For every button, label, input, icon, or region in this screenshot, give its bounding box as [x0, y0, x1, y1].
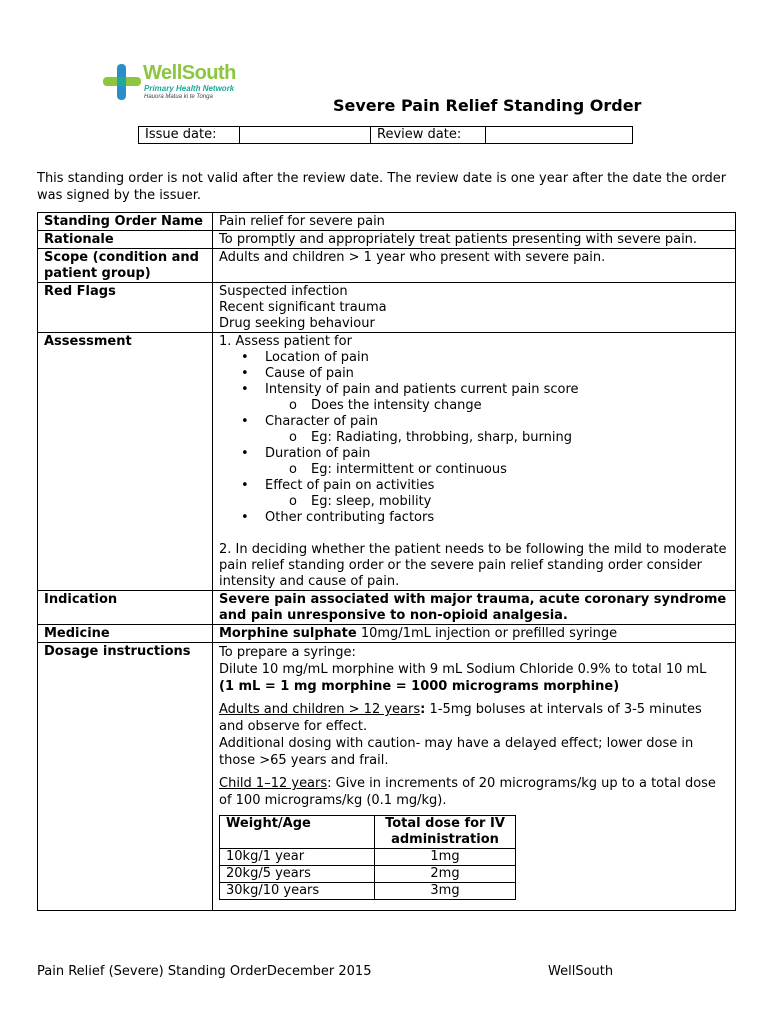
dates-table: [138, 126, 633, 144]
child-text: : Give in increments of 20 micrograms/kg up to a total dose of 100 micrograms/kg (0.1 mg/kg).: [219, 776, 716, 808]
label-name: Standing Order Name: [38, 213, 213, 231]
assessment-bullet: • Intensity of pain and patients current pain score: [219, 382, 729, 398]
assessment-step-2: 2. In deciding whether the patient needs to be following the mild to moderate pain relief standing order or the severe pain relief standing order consider intensity and cause of pain.: [219, 542, 727, 589]
label-scope: Scope (condition and patient group): [38, 249, 213, 283]
cross-logo-icon: [102, 62, 142, 102]
value-indication: Severe pain associated with major trauma, acute coronary syndrome and pain unresponsive to non-opioid analgesia.: [213, 591, 736, 625]
row-rationale: [38, 231, 736, 249]
assessment-bullet: • Location of pain: [219, 350, 729, 366]
value-name: Pain relief for severe pain: [213, 213, 736, 231]
assessment-bullet: • Other contributing factors: [219, 510, 729, 526]
footer-left: Pain Relief (Severe) Standing OrderDecember 2015: [37, 964, 372, 979]
dosage-prep-heading: To prepare a syringe:: [219, 645, 356, 660]
logo-name: WellSouth: [143, 62, 236, 84]
dosage-adult: Adults and children > 12 years: 1-5mg boluses at intervals of 3-5 minutes and observe for effect.: [219, 702, 702, 734]
sub-bullet-marker: o: [289, 462, 297, 477]
row-medicine: [38, 625, 736, 643]
child-heading: Child 1–12 years: [219, 776, 328, 791]
dosage-child: [219, 775, 729, 809]
table-row: 30kg/10 years 3mg: [220, 883, 516, 900]
medicine-detail: 10mg/1mL injection or prefilled syringe: [356, 626, 618, 641]
row-assessment: [38, 333, 736, 591]
label-indication: Indication: [38, 591, 213, 625]
label-medicine: Medicine: [38, 625, 213, 643]
assessment-bullet: • Effect of pain on activities: [219, 478, 729, 494]
label-rationale: Rationale: [38, 231, 213, 249]
document-title: Severe Pain Relief Standing Order: [333, 96, 642, 115]
assessment-subbullet: o Eg: intermittent or continuous: [289, 462, 507, 477]
assessment-subbullet: o Eg: Radiating, throbbing, sharp, burning: [289, 430, 572, 445]
footer-right: WellSouth: [548, 964, 614, 979]
footer-date: December 2015: [266, 964, 372, 979]
adult-heading: Adults and children > 12 years: [219, 702, 421, 717]
wellsouth-logo: [102, 62, 272, 104]
sub-bullet-marker: o: [289, 398, 297, 413]
standing-order-table: [37, 212, 736, 911]
sub-bullet-marker: o: [289, 430, 297, 445]
logo-tagline: Primary Health Network: [144, 84, 235, 93]
row-dosage: [38, 643, 736, 911]
label-dosage: Dosage instructions: [38, 643, 213, 911]
assessment-bullet: • Character of pain: [219, 414, 729, 430]
value-scope: Adults and children > 1 year who present with severe pain.: [213, 249, 736, 283]
assessment-bullet: • Cause of pain: [219, 366, 729, 382]
table-row: 10kg/1 year 1mg: [220, 849, 516, 866]
weight-dose-table: [219, 815, 516, 900]
review-date-label: Review date:: [371, 127, 486, 144]
review-date-field[interactable]: [486, 127, 633, 144]
row-indication: [38, 591, 736, 625]
value-rationale: To promptly and appropriately treat patients presenting with severe pain.: [213, 231, 736, 249]
red-flag-item: Drug seeking behaviour: [219, 316, 375, 331]
assessment-subbullet: o Does the intensity change: [289, 398, 482, 413]
assessment-step-1: 1. Assess patient for: [219, 334, 352, 349]
red-flag-item: Suspected infection: [219, 284, 348, 299]
assessment-bullet: • Duration of pain: [219, 446, 729, 462]
row-red-flags: [38, 283, 736, 333]
dosage-conversion: (1 mL = 1 mg morphine = 1000 micrograms morphine): [219, 679, 620, 694]
sub-bullet-marker: o: [289, 494, 297, 509]
issue-date-field[interactable]: [240, 127, 371, 144]
medicine-drug: Morphine sulphate: [219, 626, 357, 641]
issue-date-label: Issue date:: [139, 127, 240, 144]
table-row: 20kg/5 years 2mg: [220, 866, 516, 883]
adult-text: 1-5mg boluses at intervals of 3-5 minutes and observe for effect.: [219, 702, 702, 734]
validity-notice: This standing order is not valid after the review date. The review date is one year after the date the order was signed by the issuer.: [37, 171, 727, 203]
red-flag-item: Recent significant trauma: [219, 300, 387, 315]
assessment-subbullet: o Eg: sleep, mobility: [289, 494, 432, 509]
weight-header: Weight/Age: [220, 816, 375, 849]
logo-subtagline: Hauora Matua ki te Tonga: [144, 94, 213, 100]
row-scope: [38, 249, 736, 283]
dosage-adult-caution: Additional dosing with caution- may have a delayed effect; lower dose in those >65 years and frail.: [219, 736, 694, 768]
label-red-flags: Red Flags: [38, 283, 213, 333]
dosage-prep-instruction: Dilute 10 mg/mL morphine with 9 mL Sodium Chloride 0.9% to total 10 mL: [219, 662, 707, 677]
dose-header: Total dose for IV administration: [375, 816, 516, 849]
label-assessment: Assessment: [38, 333, 213, 591]
row-name: [38, 213, 736, 231]
